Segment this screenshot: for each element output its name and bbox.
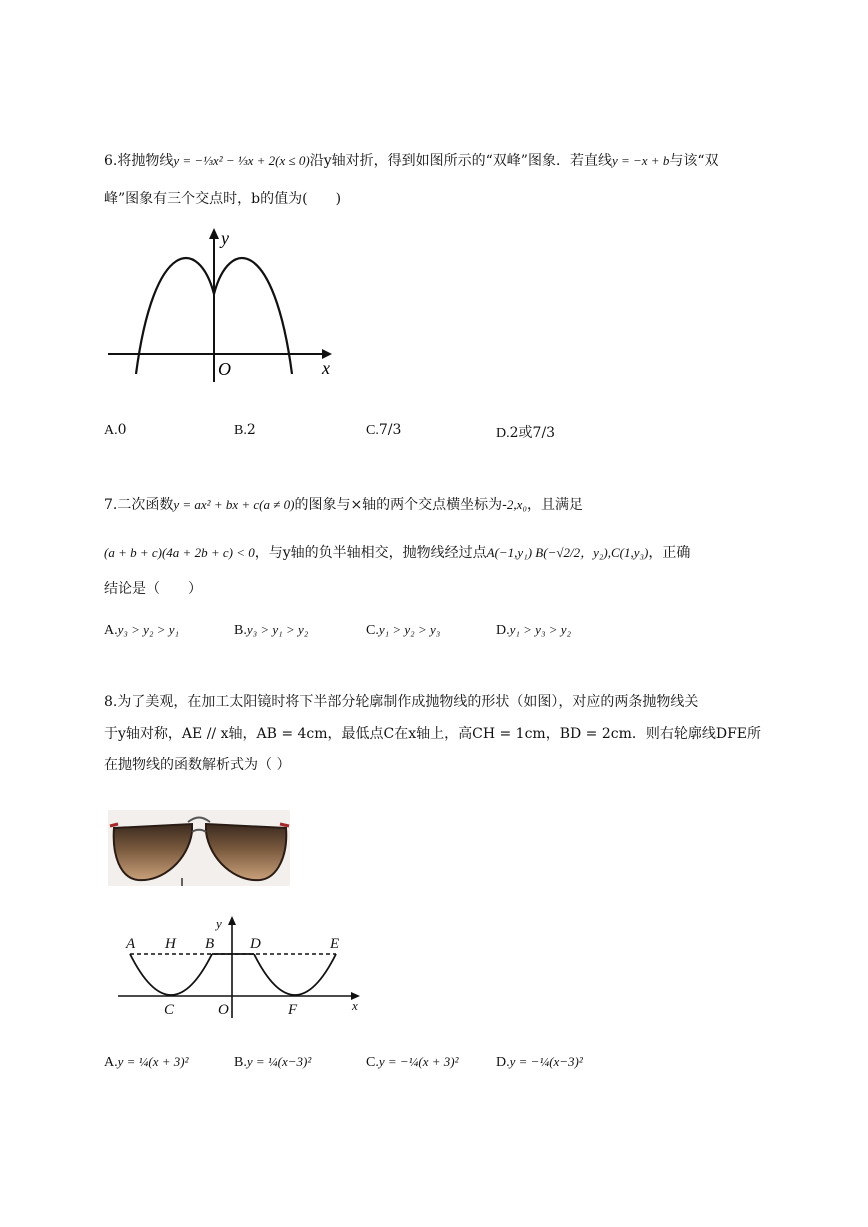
label-c: C [164,1002,175,1018]
q7-stem-line2: (a + b + c)(4a + 2b + c) < 0，与y轴的负半轴相交，抛物线经过点A(−1,y₁) B(−√2/2，y₂),C(1,y₃)，正确 [104,545,691,561]
q6-double-peak-graph [104,222,344,387]
q6-stem-line1: 6.将抛物线y = −⅓x² − ⅓x + 2(x ≤ 0)沿y轴对折，得到如图所示的“双峰”图象．若直线y = −x + b与该“双 [104,153,719,169]
q8-option-c[interactable]: C.y = −¼(x + 3)² [366,1054,459,1070]
q6-option-b[interactable]: B.2 [234,422,256,438]
q6-origin-label: O [218,359,231,379]
q6-option-a[interactable]: A.0 [104,422,127,438]
label-x: x [352,998,358,1013]
q8-option-a[interactable]: A.y = ¼(x + 3)² [104,1054,189,1070]
label-y: y [216,916,222,931]
q7-inequality: (a + b + c)(4a + 2b + c) < 0 [104,545,255,560]
q6-x-axis-label: x [322,358,330,378]
q7-option-c[interactable]: C.y₁ > y₂ > y₃ [366,622,441,638]
q8-option-d[interactable]: D.y = −¼(x−3)² [496,1054,583,1070]
q8-parabola-figure [108,910,368,1022]
q6-option-d[interactable]: D.2或7/3 [496,425,556,441]
q7-stem-line1: 7.二次函数y = ax² + bx + c(a ≠ 0)的图象与×轴的两个交点横坐标为-2,x₀，且满足 [104,497,583,513]
label-e: E [330,936,340,952]
q6-y-axis-label: y [221,228,229,248]
label-d: D [250,936,261,952]
q6-line-formula: y = −x + b [611,153,670,168]
q8-stem-line3: 在抛物线的函数解析式为（ ） [104,757,291,773]
q7-stem-line3: 结论是（ ） [104,581,202,597]
q8-stem-line1: 8.为了美观，在加工太阳镜时将下半部分轮廓制作成抛物线的形状（如图），对应的两条抛物线关 [104,694,699,710]
q7-quadratic-formula: y = ax² + bx + c(a ≠ 0) [173,497,295,512]
q7-option-b[interactable]: B.y₃ > y₁ > y₂ [234,622,309,638]
label-f: F [288,1002,298,1018]
q6-option-c[interactable]: C.7/3 [366,422,402,438]
q8-option-b[interactable]: B.y = ¼(x−3)² [234,1054,312,1070]
q7-option-d[interactable]: D.y₁ > y₃ > y₂ [496,622,572,638]
q8-stem-line2: 于y轴对称，AE // x轴，AB = 4cm，最低点C在x轴上，高CH = 1cm，BD = 2cm．则右轮廓线DFE所 [104,726,762,742]
q6-stem-line2: 峰”图象有三个交点时，b的值为( ) [104,191,342,207]
label-b: B [205,936,215,952]
q7-option-a[interactable]: A.y₃ > y₂ > y₁ [104,622,180,638]
q6-parabola-formula: y = −⅓x² − ⅓x + 2(x ≤ 0) [173,153,310,168]
label-h: H [165,936,176,952]
label-a: A [126,936,136,952]
label-o: O [218,1002,229,1018]
sunglasses-photo [108,810,290,886]
q7-points: A(−1,y₁) B(−√2/2，y₂),C(1,y₃) [486,545,649,560]
